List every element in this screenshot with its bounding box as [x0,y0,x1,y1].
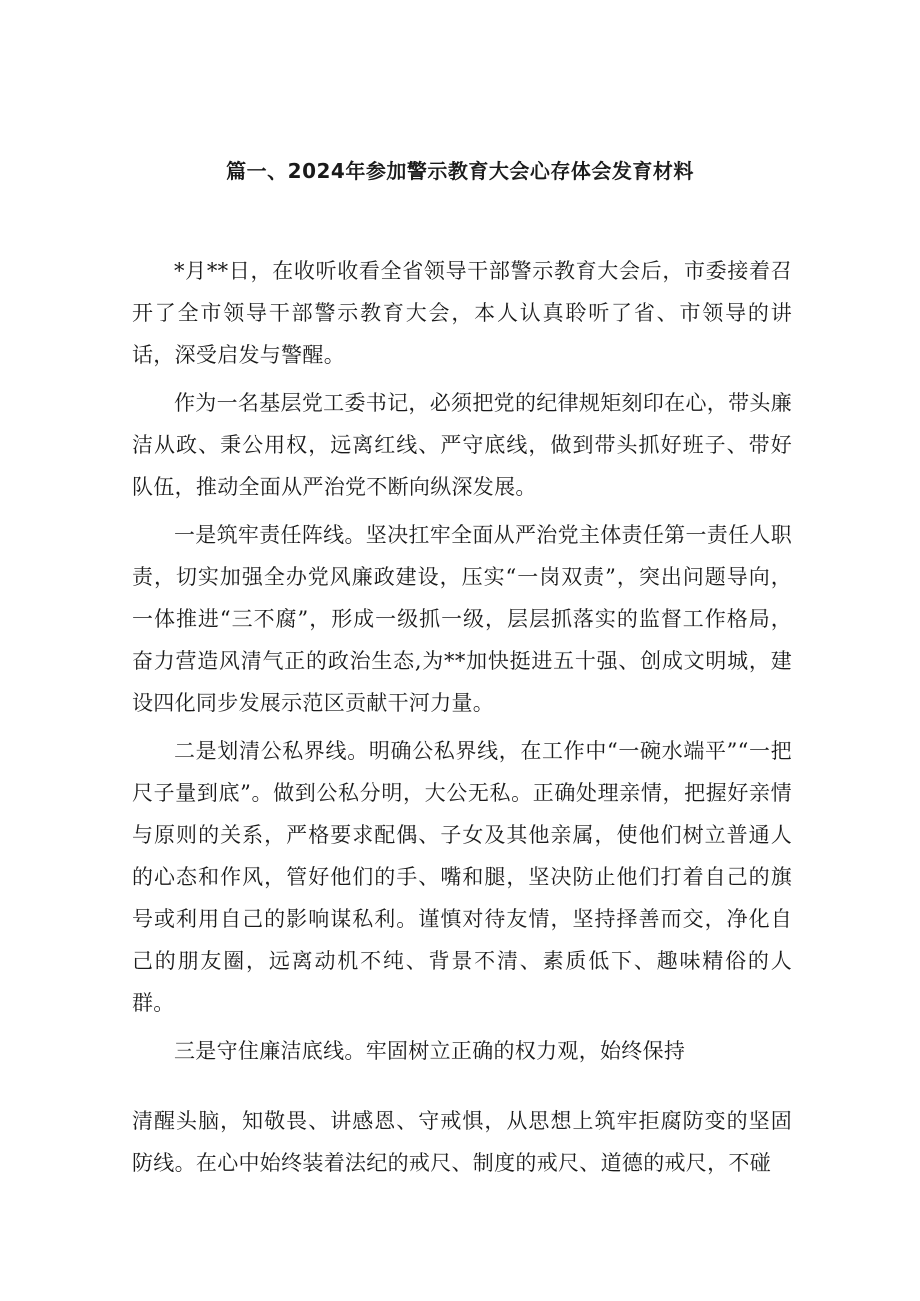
paragraph-point-three: 三是守住廉洁底线。牢固树立正确的权力观，始终保持 [174,1039,686,1063]
paragraph-point-two: 二是划清公私界线。明确公私界线，在工作中“一碗水端平”“一把尺子量到底”。做到公私分明，大公无私。正确处理亲情，把握好亲情与原则的关系，严格要求配偶、子女及其他亲属，使他们树立普通人的心态和作风，管好他们的手、嘴和腿，坚决防止他们打着自己的旗号或利用自己的影响谋私利。谨慎对待友情，坚持择善而交，净化自己的朋友圈，远离动机不纯、背景不清、素质低下、趣味精俗的人群。 [132,739,792,1015]
document-title: 篇一、2024年参加警示教育大会心存体会发育材料 [226,159,694,183]
paragraph-role: 作为一名基层党工委书记，必须把党的纪律规矩刻印在心，带头廉洁从政、秉公用权，远离红线、严守底线，做到带头抓好班子、带好队伍，推动全面从严治党不断向纵深发展。 [132,391,792,499]
body-text-continuation [132,1100,792,1184]
body-text-main [132,250,792,1072]
paragraph-continuation: 清醒头脑，知敬畏、讲感恩、守戒惧，从思想上筑牢拒腐防变的坚固防线。在心中始终装着法纪的戒尺、制度的戒尺、道德的戒尺，不碰 [132,1109,792,1175]
paragraph-intro: *月**日，在收听收看全省领导干部警示教育大会后，市委接着召开了全市领导干部警示教育大会，本人认真聆听了省、市领导的讲话，深受启发与警醒。 [132,259,792,367]
paragraph-point-one: 一是筑牢责任阵线。坚决扛牢全面从严治党主体责任第一责任人职责，切实加强全办党风廉政建设，压实“一岗双责”，突出问题导向，一体推进“三不腐”，形成一级抓一级，层层抓落实的监督工作格局，奋力营造风清气正的政治生态,为**加快挺进五十强、创成文明城，建设四化同步发展示范区贡献干河力量。 [132,523,792,715]
